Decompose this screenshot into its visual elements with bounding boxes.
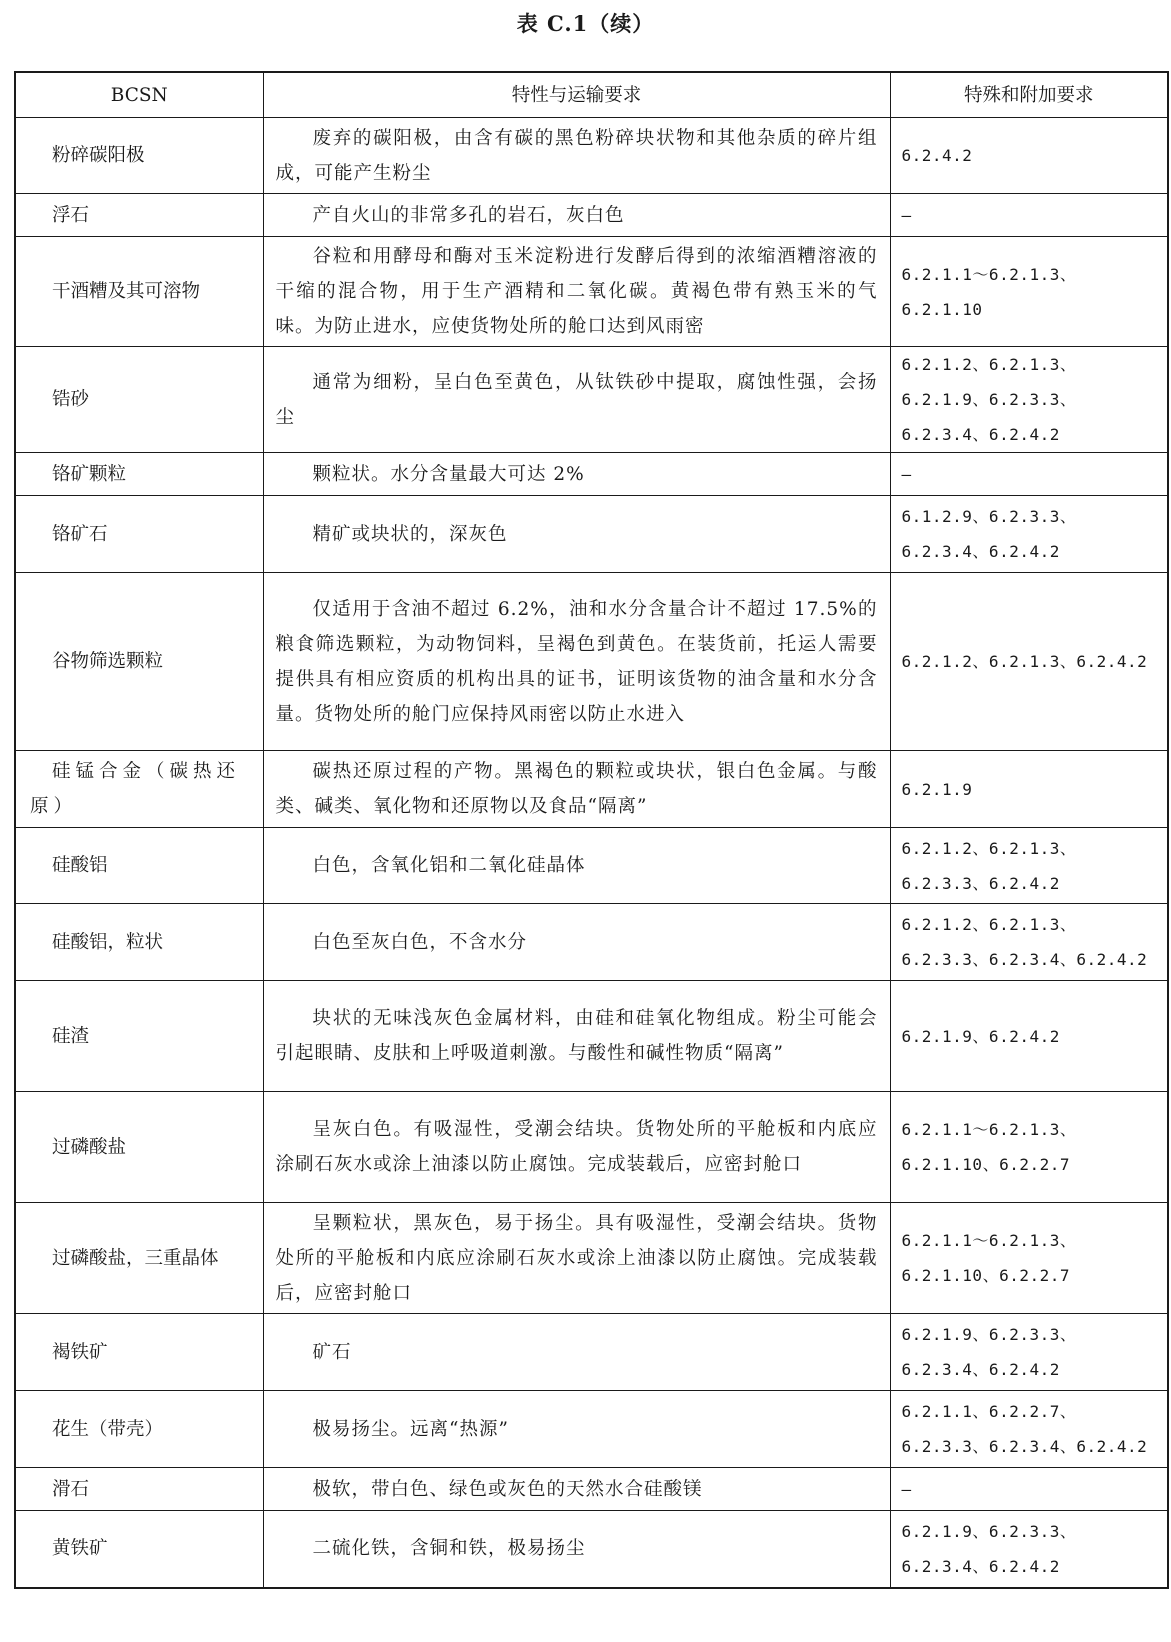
table-row: [15, 1092, 1168, 1203]
cargo-requirements: 6.2.1.9、6.2.3.3、6.2.3.4、6.2.4.2: [890, 1314, 1168, 1391]
table-row: [15, 453, 1168, 496]
cargo-name: 褐铁矿: [15, 1314, 263, 1391]
table-row: [15, 237, 1168, 347]
cargo-requirements: —: [890, 453, 1168, 496]
cargo-description: 白色至灰白色，不含水分: [263, 904, 890, 981]
cargo-requirements: 6.2.1.2、6.2.1.3、6.2.3.3、6.2.4.2: [890, 828, 1168, 904]
header-bcsn: BCSN: [15, 72, 263, 118]
cargo-description: 呈颗粒状，黑灰色，易于扬尘。具有吸湿性，受潮会结块。货物处所的平舱板和内底应涂刷石灰水或涂上油漆以防止腐蚀。完成装载后，应密封舱口: [263, 1203, 890, 1314]
cargo-description: 呈灰白色。有吸湿性，受潮会结块。货物处所的平舱板和内底应涂刷石灰水或涂上油漆以防止腐蚀。完成装载后，应密封舱口: [263, 1092, 890, 1203]
table-row: [15, 347, 1168, 453]
cargo-name: 干酒糟及其可溶物: [15, 237, 263, 347]
cargo-description: 通常为细粉，呈白色至黄色，从钛铁砂中提取，腐蚀性强，会扬尘: [263, 347, 890, 453]
table-row: [15, 1468, 1168, 1511]
cargo-requirements: 6.2.4.2: [890, 118, 1168, 194]
cargo-name: 滑石: [15, 1468, 263, 1511]
header-requirements: 特殊和附加要求: [890, 72, 1168, 118]
cargo-description: 产自火山的非常多孔的岩石，灰白色: [263, 194, 890, 237]
cargo-requirements: —: [890, 194, 1168, 237]
cargo-name: 过磷酸盐: [15, 1092, 263, 1203]
table-title: 表 C.1（续）: [516, 11, 655, 36]
cargo-description: 废弃的碳阳极，由含有碳的黑色粉碎块状物和其他杂质的碎片组成，可能产生粉尘: [263, 118, 890, 194]
cargo-name: 硅酸铝，粒状: [15, 904, 263, 981]
cargo-name: 硅渣: [15, 981, 263, 1092]
cargo-description: 精矿或块状的，深灰色: [263, 496, 890, 573]
table-header-row: [15, 72, 1168, 118]
cargo-requirements: 6.2.1.1～6.2.1.3、6.2.1.10: [890, 237, 1168, 347]
table-row: [15, 1203, 1168, 1314]
cargo-requirements: 6.2.1.1、6.2.2.7、6.2.3.3、6.2.3.4、6.2.4.2: [890, 1391, 1168, 1468]
table-row: [15, 1314, 1168, 1391]
table-row: [15, 573, 1168, 751]
cargo-description: 极软，带白色、绿色或灰色的天然水合硅酸镁: [263, 1468, 890, 1511]
cargo-name: 黄铁矿: [15, 1511, 263, 1588]
cargo-description: 谷粒和用酵母和酶对玉米淀粉进行发酵后得到的浓缩酒糟溶液的干缩的混合物，用于生产酒精和二氧化碳。黄褐色带有熟玉米的气味。为防止进水，应使货物处所的舱口达到风雨密: [263, 237, 890, 347]
cargo-description: 块状的无味浅灰色金属材料，由硅和硅氧化物组成。粉尘可能会引起眼睛、皮肤和上呼吸道刺激。与酸性和碱性物质“隔离”: [263, 981, 890, 1092]
cargo-requirements: 6.2.1.2、6.2.1.3、6.2.1.9、6.2.3.3、6.2.3.4、6.2.4.2: [890, 347, 1168, 453]
cargo-name: 浮石: [15, 194, 263, 237]
table-row: [15, 118, 1168, 194]
cargo-description: 极易扬尘。远离“热源”: [263, 1391, 890, 1468]
table-row: [15, 1511, 1168, 1588]
table-row: [15, 751, 1168, 828]
table-row: [15, 904, 1168, 981]
cargo-name: 铬矿颗粒: [15, 453, 263, 496]
cargo-description: 碳热还原过程的产物。黑褐色的颗粒或块状，银白色金属。与酸类、碱类、氧化物和还原物以及食品“隔离”: [263, 751, 890, 828]
cargo-requirements: 6.2.1.9、6.2.3.3、6.2.3.4、6.2.4.2: [890, 1511, 1168, 1588]
table-row: [15, 981, 1168, 1092]
cargo-description: 白色，含氧化铝和二氧化硅晶体: [263, 828, 890, 904]
cargo-name: 谷物筛选颗粒: [15, 573, 263, 751]
cargo-requirements: 6.2.1.9、6.2.4.2: [890, 981, 1168, 1092]
cargo-name: 过磷酸盐，三重晶体: [15, 1203, 263, 1314]
cargo-name: 铬矿石: [15, 496, 263, 573]
table-row: [15, 1391, 1168, 1468]
table-row: [15, 496, 1168, 573]
cargo-requirements: —: [890, 1468, 1168, 1511]
cargo-name: 硅酸铝: [15, 828, 263, 904]
cargo-requirements: 6.2.1.1～6.2.1.3、6.2.1.10、6.2.2.7: [890, 1203, 1168, 1314]
cargo-name: 粉碎碳阳极: [15, 118, 263, 194]
cargo-requirements: 6.1.2.9、6.2.3.3、6.2.3.4、6.2.4.2: [890, 496, 1168, 573]
cargo-requirements: 6.2.1.9: [890, 751, 1168, 828]
cargo-description: 仅适用于含油不超过 6.2%，油和水分含量合计不超过 17.5%的粮食筛选颗粒，为动物饲料，呈褐色到黄色。在装货前，托运人需要提供具有相应资质的机构出具的证书，证明该货物的油含量和水分含量。货物处所的舱门应保持风雨密以防止水进入: [263, 573, 890, 751]
cargo-requirements: 6.2.1.2、6.2.1.3、6.2.3.3、6.2.3.4、6.2.4.2: [890, 904, 1168, 981]
cargo-description: 矿石: [263, 1314, 890, 1391]
cargo-table: [14, 71, 1169, 1589]
header-properties: 特性与运输要求: [263, 72, 890, 118]
cargo-requirements: 6.2.1.1～6.2.1.3、6.2.1.10、6.2.2.7: [890, 1092, 1168, 1203]
cargo-requirements: 6.2.1.2、6.2.1.3、6.2.4.2: [890, 573, 1168, 751]
cargo-description: 颗粒状。水分含量最大可达 2%: [263, 453, 890, 496]
cargo-description: 二硫化铁，含铜和铁，极易扬尘: [263, 1511, 890, 1588]
cargo-name: 硅锰合金（碳热还原）: [15, 751, 263, 828]
table-row: [15, 194, 1168, 237]
cargo-name: 花生（带壳）: [15, 1391, 263, 1468]
table-row: [15, 828, 1168, 904]
cargo-name: 锆砂: [15, 347, 263, 453]
